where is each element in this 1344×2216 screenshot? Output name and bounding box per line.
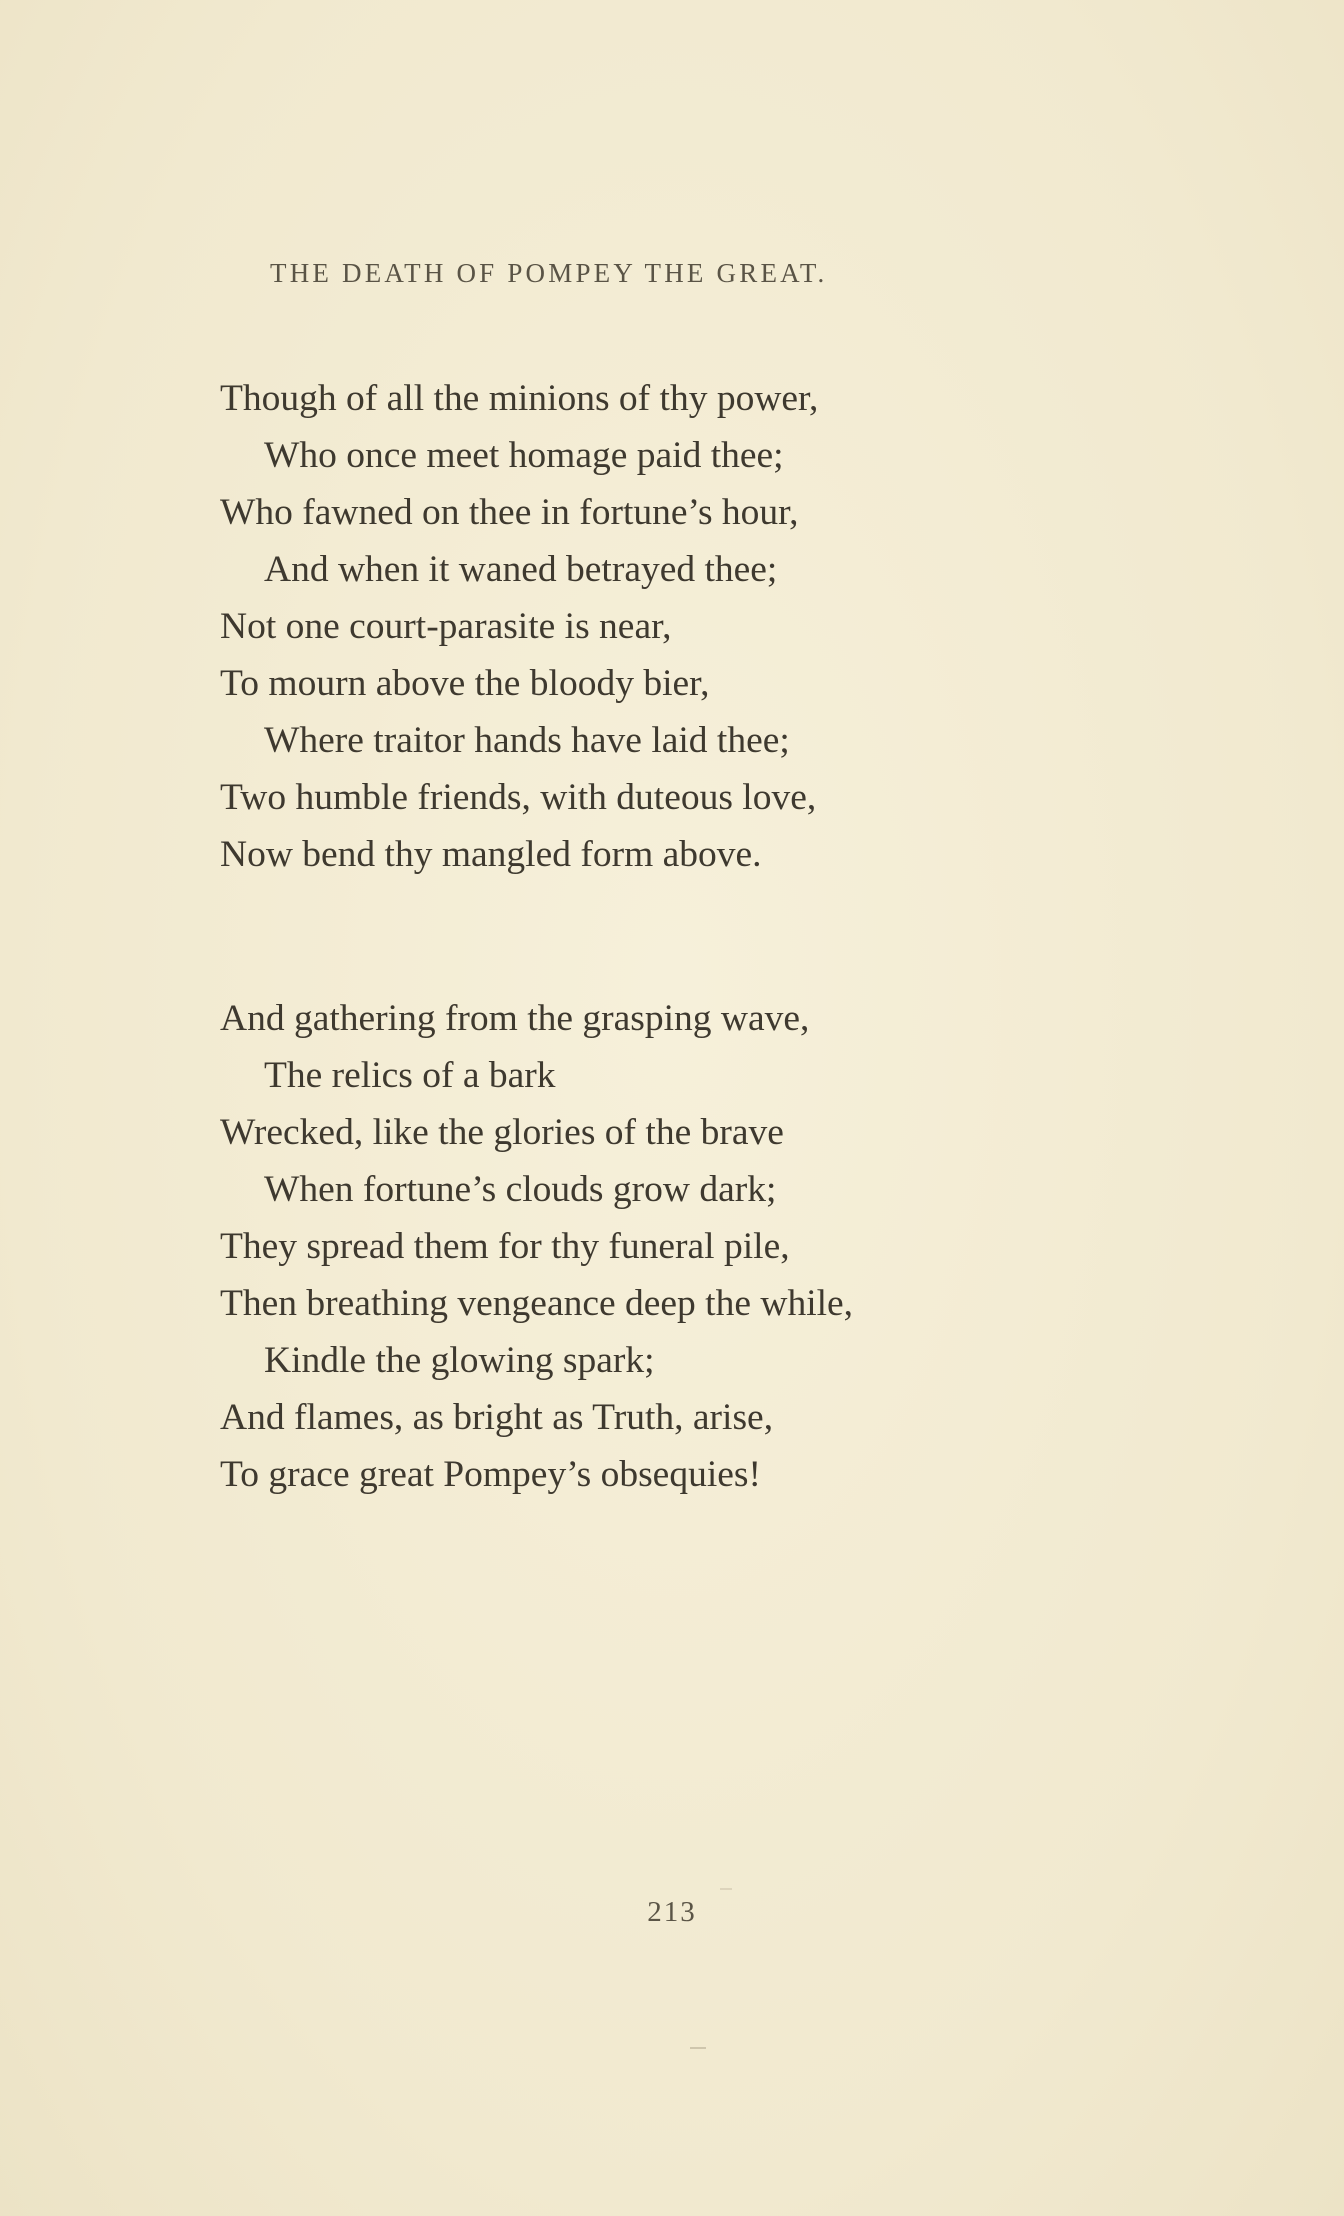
paper-speck — [690, 2047, 706, 2049]
page-number: 213 — [647, 1896, 697, 1928]
poem-line: Not one court-parasite is near, — [220, 606, 672, 647]
poem-line: Then breathing vengeance deep the while, — [220, 1283, 854, 1324]
poem-line: The relics of a bark — [264, 1055, 556, 1096]
poem-line: Two humble friends, with duteous love, — [220, 777, 817, 818]
poem-line: When fortune’s clouds grow dark; — [264, 1169, 777, 1210]
poem-line: They spread them for thy funeral pile, — [220, 1226, 790, 1267]
stanza-1 — [220, 370, 1120, 883]
poem-line: And when it waned betrayed thee; — [264, 549, 778, 590]
poem-line: Though of all the minions of thy power, — [220, 378, 819, 419]
poem-line: Where traitor hands have laid thee; — [264, 720, 790, 761]
poem-line: To grace great Pompey’s obsequies! — [220, 1454, 761, 1495]
poem-line: Wrecked, like the glories of the brave — [220, 1112, 784, 1153]
poem-line: Who fawned on thee in fortune’s hour, — [220, 492, 799, 533]
stanza-2 — [220, 990, 1120, 1503]
poem-line: Kindle the glowing spark; — [264, 1340, 655, 1381]
poem-line: Now bend thy mangled form above. — [220, 834, 762, 875]
poem-line: Who once meet homage paid thee; — [264, 435, 784, 476]
paper-speck — [720, 1888, 732, 1890]
poem-line: And flames, as bright as Truth, arise, — [220, 1397, 774, 1438]
poem-line: To mourn above the bloody bier, — [220, 663, 710, 704]
poem-line: And gathering from the grasping wave, — [220, 998, 810, 1039]
running-head: THE DEATH OF POMPEY THE GREAT. — [270, 258, 828, 288]
